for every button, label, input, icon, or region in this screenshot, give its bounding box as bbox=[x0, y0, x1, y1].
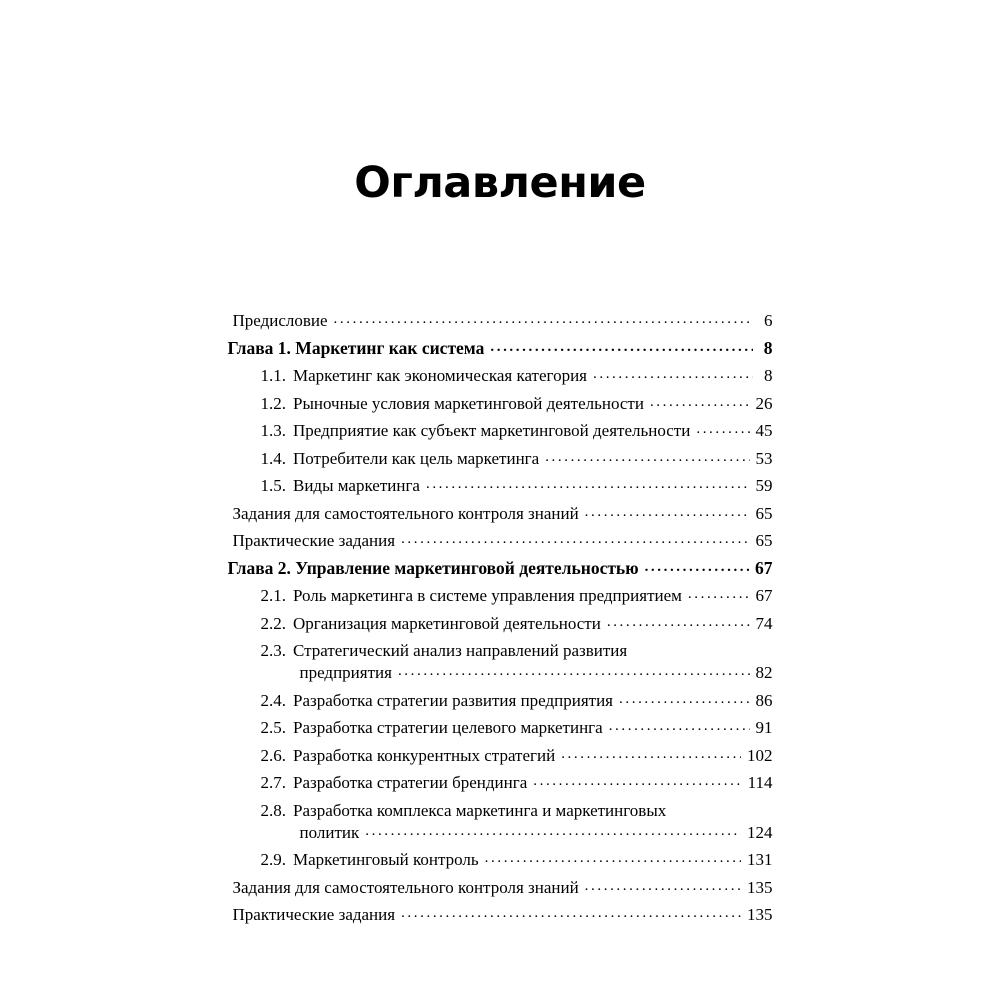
toc-entry-number: 2.7. bbox=[260, 773, 286, 792]
toc-entry-label-continued: политик bbox=[299, 822, 360, 842]
toc-entry-label: Задания для самостоятельного контроля знаний bbox=[232, 503, 579, 523]
toc-entry-number: 1.1. bbox=[260, 366, 286, 385]
toc-entry-label: Разработка стратегии развития предприятия bbox=[293, 690, 614, 710]
toc-leader-dots bbox=[645, 560, 749, 575]
toc-entry[interactable] bbox=[228, 450, 773, 468]
toc-entry[interactable] bbox=[228, 477, 773, 495]
toc-entry-page: 86 bbox=[755, 690, 773, 710]
toc-entry-label: Глава 2. Управление маркетинговой деятельностью bbox=[227, 557, 639, 578]
toc-entry-page: 8 bbox=[763, 337, 773, 358]
toc-entry[interactable] bbox=[228, 587, 773, 605]
toc-entry-number: 2.9. bbox=[260, 850, 286, 869]
toc-leader-dots bbox=[334, 312, 753, 327]
toc-entry-page: 124 bbox=[747, 822, 773, 842]
toc-leader-dots bbox=[650, 395, 750, 410]
toc-entry-page: 67 bbox=[755, 557, 773, 578]
toc-entry[interactable] bbox=[228, 395, 773, 413]
toc-entry-number: 1.4. bbox=[260, 448, 286, 468]
toc-entry-page: 131 bbox=[747, 850, 773, 869]
toc-entry-number: 2.5. bbox=[260, 718, 286, 737]
toc-leader-dots bbox=[593, 367, 753, 382]
toc-entry[interactable] bbox=[228, 774, 773, 792]
toc-entry[interactable] bbox=[228, 642, 773, 682]
toc-entry[interactable] bbox=[228, 312, 773, 330]
toc-entry-label: Разработка конкурентных стратегий bbox=[293, 745, 556, 765]
toc-leader-dots bbox=[545, 450, 749, 465]
toc-entry-label: Маркетинг как экономическая категория bbox=[293, 366, 587, 385]
toc-entry-label: Стратегический анализ направлений развития bbox=[293, 641, 628, 660]
toc-entry-number: 2.3. bbox=[260, 641, 286, 660]
toc-entry-page: 67 bbox=[755, 586, 773, 605]
toc-entry-page: 135 bbox=[747, 905, 773, 924]
page-title: Оглавление bbox=[354, 158, 646, 208]
toc-leader-dots bbox=[619, 692, 749, 707]
toc-entry-page: 6 bbox=[764, 311, 773, 330]
toc-leader-dots bbox=[688, 587, 750, 602]
toc-entry-page: 59 bbox=[755, 476, 773, 495]
toc-entry-page: 8 bbox=[764, 366, 773, 385]
toc-entry-label: Предприятие как субъект маркетинговой деятельности bbox=[293, 421, 691, 440]
toc-entry[interactable] bbox=[228, 505, 773, 523]
toc-leader-dots bbox=[609, 719, 750, 734]
toc-entry-label: Организация маркетинговой деятельности bbox=[293, 613, 601, 633]
toc-entry[interactable] bbox=[228, 802, 773, 842]
toc-entry-number: 2.8. bbox=[260, 800, 286, 820]
toc-entry-label: Практические задания bbox=[232, 905, 396, 924]
toc-entry[interactable] bbox=[228, 615, 773, 633]
toc-leader-dots bbox=[401, 906, 741, 921]
toc-entry-page: 45 bbox=[755, 421, 773, 440]
toc-entry-page: 53 bbox=[755, 448, 773, 468]
toc-entry-label: Задания для самостоятельного контроля знаний bbox=[232, 877, 579, 897]
table-of-contents bbox=[228, 208, 773, 924]
toc-entry[interactable] bbox=[228, 532, 773, 550]
toc-entry-page: 102 bbox=[747, 745, 773, 765]
toc-leader-dots bbox=[696, 422, 749, 437]
toc-entry-label: Практические задания bbox=[232, 531, 396, 550]
toc-leader-dots bbox=[533, 774, 741, 789]
toc-entry-label: Глава 1. Маркетинг как система bbox=[227, 337, 485, 358]
toc-entry[interactable] bbox=[228, 692, 773, 710]
toc-entry-number: 2.2. bbox=[260, 613, 286, 633]
toc-leader-dots bbox=[485, 851, 741, 866]
toc-entry-label-continued: предприятия bbox=[299, 663, 392, 682]
toc-entry-label: Рыночные условия маркетинговой деятельности bbox=[293, 393, 644, 413]
toc-entry-number: 2.1. bbox=[260, 586, 286, 605]
toc-entry-number: 1.3. bbox=[260, 421, 286, 440]
toc-entry-label: Роль маркетинга в системе управления предприятием bbox=[293, 586, 682, 605]
toc-entry-number: 1.5. bbox=[260, 476, 286, 495]
toc-entry-page: 26 bbox=[755, 393, 773, 413]
toc-entry-page: 65 bbox=[755, 503, 773, 523]
toc-entry[interactable] bbox=[227, 337, 773, 358]
toc-leader-dots bbox=[585, 505, 750, 520]
toc-entry[interactable] bbox=[228, 851, 773, 869]
toc-entry-label: Потребители как цель маркетинга bbox=[293, 448, 540, 468]
toc-entry[interactable] bbox=[228, 719, 773, 737]
toc-entry-page: 91 bbox=[755, 718, 773, 737]
toc-entry-label: Маркетинговый контроль bbox=[293, 850, 479, 869]
toc-entry-page: 135 bbox=[747, 877, 773, 897]
toc-entry-page: 74 bbox=[755, 613, 773, 633]
toc-entry[interactable] bbox=[228, 879, 773, 897]
toc-entry[interactable] bbox=[228, 747, 773, 765]
toc-entry-number: 2.6. bbox=[260, 745, 286, 765]
toc-leader-dots bbox=[398, 664, 750, 679]
toc-entry-label: Предисловие bbox=[232, 311, 328, 330]
toc-entry[interactable] bbox=[227, 557, 773, 578]
toc-leader-dots bbox=[490, 340, 752, 355]
toc-entry[interactable] bbox=[228, 422, 773, 440]
toc-leader-dots bbox=[561, 747, 741, 762]
toc-entry-label: Виды маркетинга bbox=[293, 476, 420, 495]
toc-entry-number: 1.2. bbox=[260, 393, 286, 413]
toc-entry-label: Разработка стратегии целевого маркетинга bbox=[293, 718, 603, 737]
toc-entry-label: Разработка комплекса маркетинга и маркетинговых bbox=[293, 800, 667, 820]
toc-entry[interactable] bbox=[228, 367, 773, 385]
toc-leader-dots bbox=[585, 879, 741, 894]
toc-entry-number: 2.4. bbox=[260, 690, 286, 710]
toc-entry-page: 65 bbox=[755, 531, 773, 550]
toc-entry-page: 82 bbox=[755, 663, 773, 682]
toc-leader-dots bbox=[365, 824, 741, 839]
toc-entry-page: 114 bbox=[747, 773, 773, 792]
toc-leader-dots bbox=[426, 477, 750, 492]
toc-entry-label: Разработка стратегии брендинга bbox=[293, 773, 528, 792]
toc-leader-dots bbox=[401, 532, 749, 547]
toc-leader-dots bbox=[607, 615, 750, 630]
toc-entry[interactable] bbox=[228, 906, 773, 924]
